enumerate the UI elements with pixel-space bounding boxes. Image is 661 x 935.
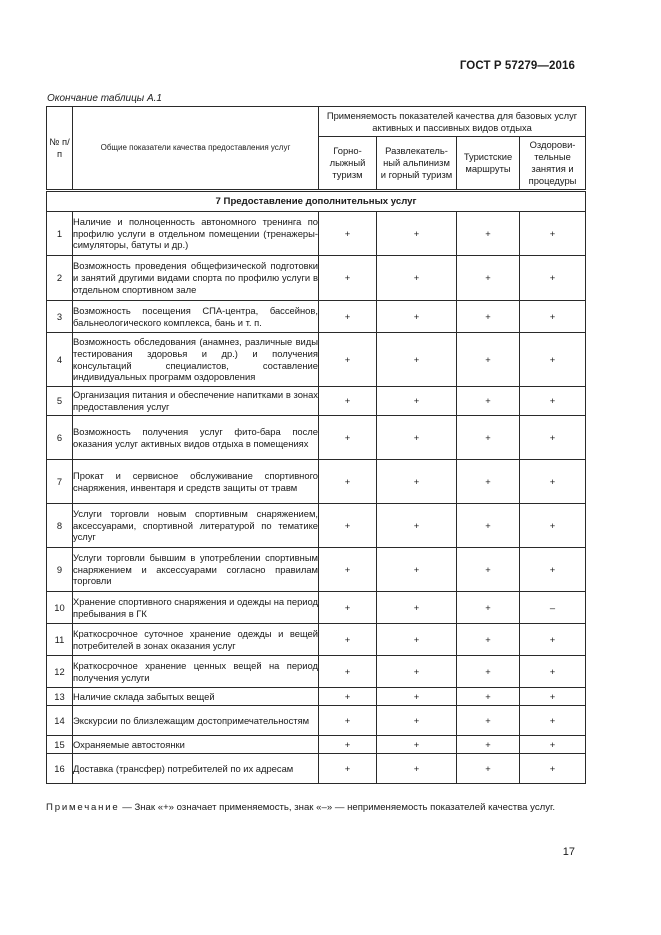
value-alpine-skiing: + bbox=[319, 754, 377, 784]
table-row bbox=[47, 592, 586, 624]
value-mountaineering: + bbox=[377, 548, 457, 592]
table-row bbox=[47, 301, 586, 333]
value-mountaineering: + bbox=[377, 624, 457, 656]
value-alpine-skiing: + bbox=[319, 301, 377, 333]
row-indicator-name: Услуги торговли бывшим в употреблении спортивным снаряжением и аксессуарами согласно правилам торговли bbox=[73, 548, 319, 592]
table-row bbox=[47, 754, 586, 784]
value-alpine-skiing: + bbox=[319, 333, 377, 387]
row-number: 3 bbox=[47, 301, 73, 333]
table-caption: Окончание таблицы А.1 bbox=[47, 93, 162, 104]
value-tourist-routes: + bbox=[457, 706, 520, 736]
value-health-procedures: + bbox=[520, 212, 586, 256]
row-number: 7 bbox=[47, 460, 73, 504]
row-indicator-name: Возможность проведения общефизической подготовки и занятий другими видами спорта по профилю услуги в отдельном спортивном зале bbox=[73, 256, 319, 301]
row-number: 11 bbox=[47, 624, 73, 656]
value-health-procedures: + bbox=[520, 624, 586, 656]
value-tourist-routes: + bbox=[457, 656, 520, 688]
table-row bbox=[47, 688, 586, 706]
value-tourist-routes: + bbox=[457, 212, 520, 256]
value-health-procedures: + bbox=[520, 256, 586, 301]
value-health-procedures: + bbox=[520, 688, 586, 706]
header-health-procedures: Оздорови-тельные занятия и процедуры bbox=[520, 137, 586, 191]
row-number: 15 bbox=[47, 736, 73, 754]
row-number: 1 bbox=[47, 212, 73, 256]
row-indicator-name: Услуги торговли новым спортивным снаряжением, аксессуарами, спортивной литературой по тематике услуг bbox=[73, 504, 319, 548]
value-mountaineering: + bbox=[377, 387, 457, 416]
table-row bbox=[47, 333, 586, 387]
table-row bbox=[47, 416, 586, 460]
row-indicator-name: Хранение спортивного снаряжения и одежды на период пребывания в ГК bbox=[73, 592, 319, 624]
value-alpine-skiing: + bbox=[319, 656, 377, 688]
table-row bbox=[47, 548, 586, 592]
value-tourist-routes: + bbox=[457, 504, 520, 548]
value-tourist-routes: + bbox=[457, 754, 520, 784]
table-row bbox=[47, 656, 586, 688]
value-health-procedures: + bbox=[520, 301, 586, 333]
row-number: 5 bbox=[47, 387, 73, 416]
table-row bbox=[47, 736, 586, 754]
header-mountaineering: Развлекатель-ный альпинизм и горный туризм bbox=[377, 137, 457, 191]
note-label: Примечание bbox=[46, 802, 120, 813]
row-number: 4 bbox=[47, 333, 73, 387]
row-number: 9 bbox=[47, 548, 73, 592]
value-mountaineering: + bbox=[377, 688, 457, 706]
value-tourist-routes: + bbox=[457, 688, 520, 706]
value-mountaineering: + bbox=[377, 754, 457, 784]
value-alpine-skiing: + bbox=[319, 460, 377, 504]
value-tourist-routes: + bbox=[457, 387, 520, 416]
header-number: № п/п bbox=[47, 107, 73, 191]
value-alpine-skiing: + bbox=[319, 624, 377, 656]
section-title: 7 Предоставление дополнительных услуг bbox=[47, 191, 586, 212]
value-mountaineering: + bbox=[377, 212, 457, 256]
table-row bbox=[47, 387, 586, 416]
value-alpine-skiing: + bbox=[319, 706, 377, 736]
row-indicator-name: Доставка (трансфер) потребителей по их адресам bbox=[73, 754, 319, 784]
table-row bbox=[47, 706, 586, 736]
row-number: 8 bbox=[47, 504, 73, 548]
value-mountaineering: + bbox=[377, 706, 457, 736]
value-alpine-skiing: + bbox=[319, 736, 377, 754]
row-number: 12 bbox=[47, 656, 73, 688]
row-number: 2 bbox=[47, 256, 73, 301]
document-standard-number: ГОСТ Р 57279—2016 bbox=[459, 60, 575, 72]
value-tourist-routes: + bbox=[457, 256, 520, 301]
row-number: 10 bbox=[47, 592, 73, 624]
value-tourist-routes: + bbox=[457, 592, 520, 624]
value-tourist-routes: + bbox=[457, 333, 520, 387]
value-tourist-routes: + bbox=[457, 624, 520, 656]
table-row bbox=[47, 212, 586, 256]
value-alpine-skiing: + bbox=[319, 212, 377, 256]
value-health-procedures: + bbox=[520, 736, 586, 754]
value-alpine-skiing: + bbox=[319, 592, 377, 624]
value-health-procedures: + bbox=[520, 656, 586, 688]
quality-indicators-table bbox=[46, 106, 586, 784]
value-health-procedures: + bbox=[520, 333, 586, 387]
table-row bbox=[47, 624, 586, 656]
value-tourist-routes: + bbox=[457, 736, 520, 754]
value-alpine-skiing: + bbox=[319, 548, 377, 592]
row-indicator-name: Возможность обследования (анамнез, различные виды тестирования здоровья и др.) и получения консультаций специалистов, составление индивидуальных программ оздоровления bbox=[73, 333, 319, 387]
header-alpine-skiing: Горно-лыжный туризм bbox=[319, 137, 377, 191]
header-tourist-routes: Туристские маршруты bbox=[457, 137, 520, 191]
value-alpine-skiing: + bbox=[319, 416, 377, 460]
value-health-procedures: – bbox=[520, 592, 586, 624]
value-mountaineering: + bbox=[377, 333, 457, 387]
row-indicator-name: Наличие склада забытых вещей bbox=[73, 688, 319, 706]
row-indicator-name: Прокат и сервисное обслуживание спортивного снаряжения, инвентаря и средств защиты от травм bbox=[73, 460, 319, 504]
header-applicability-group: Применяемость показателей качества для базовых услуг активных и пассивных видов отдыха bbox=[319, 107, 586, 137]
value-health-procedures: + bbox=[520, 416, 586, 460]
value-mountaineering: + bbox=[377, 736, 457, 754]
row-indicator-name: Краткосрочное суточное хранение одежды и вещей потребителей в зонах оказания услуг bbox=[73, 624, 319, 656]
header-indicator-name: Общие показатели качества предоставления услуг bbox=[73, 107, 319, 191]
row-indicator-name: Наличие и полноценность автономного тренинга по профилю услуги в отдельном помещении (тренажеры-симуляторы, батуты и др.) bbox=[73, 212, 319, 256]
row-number: 13 bbox=[47, 688, 73, 706]
row-number: 6 bbox=[47, 416, 73, 460]
value-health-procedures: + bbox=[520, 754, 586, 784]
value-alpine-skiing: + bbox=[319, 688, 377, 706]
value-health-procedures: + bbox=[520, 504, 586, 548]
value-health-procedures: + bbox=[520, 548, 586, 592]
value-tourist-routes: + bbox=[457, 416, 520, 460]
row-number: 14 bbox=[47, 706, 73, 736]
value-mountaineering: + bbox=[377, 592, 457, 624]
table-row bbox=[47, 256, 586, 301]
page-number: 17 bbox=[562, 846, 575, 858]
row-indicator-name: Возможность посещения СПА-центра, бассейнов, бальнеологического комплекса, бань и т. п. bbox=[73, 301, 319, 333]
row-indicator-name: Экскурсии по близлежащим достопримечательностям bbox=[73, 706, 319, 736]
value-mountaineering: + bbox=[377, 256, 457, 301]
value-mountaineering: + bbox=[377, 460, 457, 504]
row-indicator-name: Краткосрочное хранение ценных вещей на период получения услуги bbox=[73, 656, 319, 688]
row-indicator-name: Организация питания и обеспечение напитками в зонах предоставления услуг bbox=[73, 387, 319, 416]
value-alpine-skiing: + bbox=[319, 504, 377, 548]
value-tourist-routes: + bbox=[457, 460, 520, 504]
value-health-procedures: + bbox=[520, 706, 586, 736]
row-indicator-name: Возможность получения услуг фито-бара после оказания услуг активных видов отдыха в помещениях bbox=[73, 416, 319, 460]
table-row bbox=[47, 504, 586, 548]
value-mountaineering: + bbox=[377, 656, 457, 688]
row-number: 16 bbox=[47, 754, 73, 784]
value-mountaineering: + bbox=[377, 301, 457, 333]
table-row bbox=[47, 460, 586, 504]
value-alpine-skiing: + bbox=[319, 256, 377, 301]
value-tourist-routes: + bbox=[457, 301, 520, 333]
value-mountaineering: + bbox=[377, 504, 457, 548]
value-alpine-skiing: + bbox=[319, 387, 377, 416]
value-mountaineering: + bbox=[377, 416, 457, 460]
value-health-procedures: + bbox=[520, 460, 586, 504]
value-tourist-routes: + bbox=[457, 548, 520, 592]
value-health-procedures: + bbox=[520, 387, 586, 416]
table-note bbox=[46, 801, 585, 814]
row-indicator-name: Охраняемые автостоянки bbox=[73, 736, 319, 754]
note-text: — Знак «+» означает применяемость, знак «–» — неприменяемость показателей качества услуг. bbox=[119, 802, 556, 813]
